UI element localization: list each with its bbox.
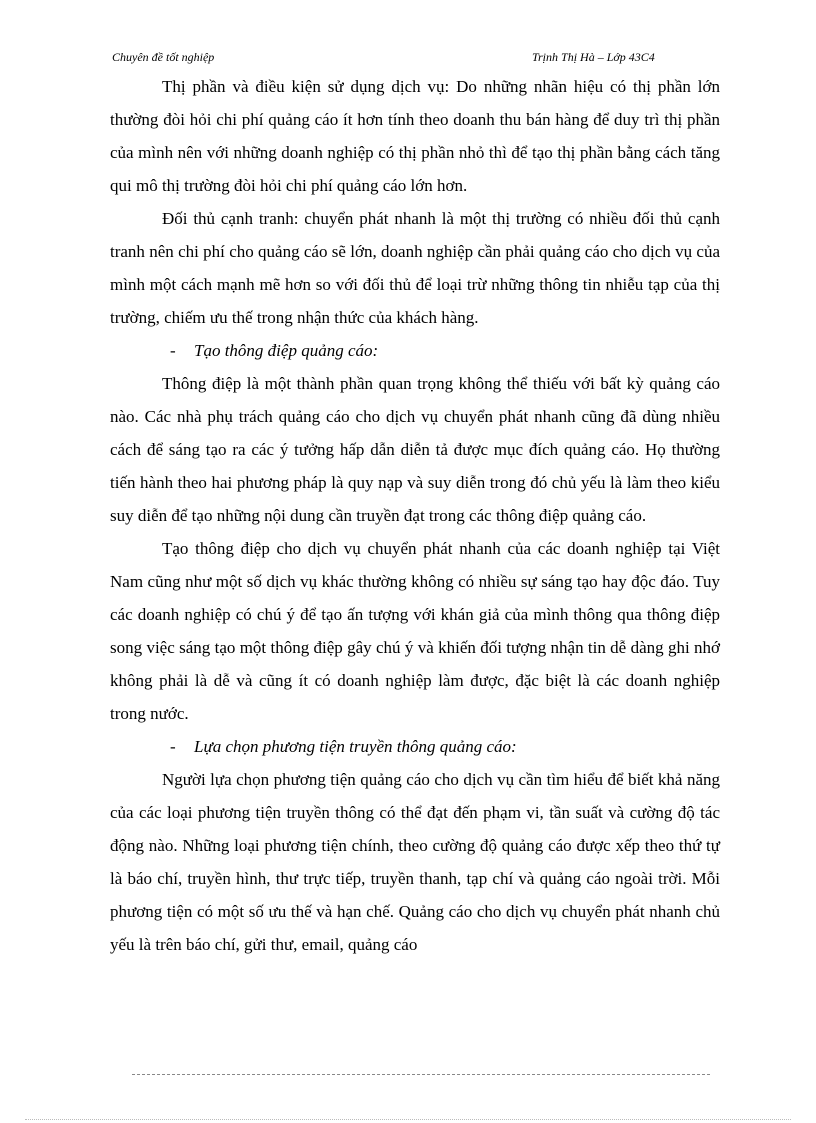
document-body	[110, 70, 720, 961]
paragraph: Thị phần và điều kiện sử dụng dịch vụ: Do những nhãn hiệu có thị phần lớn thường đòi hỏi chi phí quảng cáo ít hơn tính theo doanh thu bán hàng để duy trì thị phần của mình nên với những doanh nghiệp có thị phần nhỏ thì để tạo thị phần bằng cách tăng qui mô thị trường đòi hỏi chi phí quảng cáo lớn hơn.	[110, 77, 720, 195]
bullet-heading-text: Lựa chọn phương tiện truyền thông quảng cáo:	[194, 737, 517, 756]
bullet-heading-text: Tạo thông điệp quảng cáo:	[194, 341, 379, 360]
bullet-heading	[110, 730, 720, 763]
paragraph: Người lựa chọn phương tiện quảng cáo cho dịch vụ cần tìm hiểu để biết khả năng của các loại phương tiện truyền thông có thể đạt đến phạm vi, tần suất và cường độ tác động nào. Những loại phương tiện chính, theo cường độ quảng cáo được xếp theo thứ tự là báo chí, truyền hình, thư trực tiếp, truyền thanh, tạp chí và quảng cáo ngoài trời. Mỗi phương tiện có một số ưu thế và hạn chế. Quảng cáo cho dịch vụ chuyển phát nhanh chủ yếu là trên báo chí, gửi thư, email, quảng cáo	[110, 770, 720, 954]
paragraph: Thông điệp là một thành phần quan trọng không thể thiếu với bất kỳ quảng cáo nào. Các nhà phụ trách quảng cáo cho dịch vụ chuyển phát nhanh cũng đã dùng nhiều cách để sáng tạo ra các ý tưởng hấp dẫn diễn tả được mục đích quảng cáo. Họ thường tiến hành theo hai phương pháp là quy nạp và suy diễn trong đó chủ yếu là làm theo kiểu suy diễn để tạo những nội dung cần truyền đạt trong các thông điệp quảng cáo.	[110, 374, 720, 525]
dash-bullet-icon: -	[170, 737, 176, 756]
header-title: Chuyên đề tốt nghiệp	[112, 50, 215, 64]
dash-bullet-icon: -	[170, 341, 176, 360]
header-author: Trịnh Thị Hà – Lớp 43C4	[532, 50, 655, 64]
footer-divider	[132, 1074, 710, 1075]
bullet-heading	[110, 334, 720, 367]
paragraph: Đối thủ cạnh tranh: chuyển phát nhanh là một thị trường có nhiều đối thủ cạnh tranh nên chi phí cho quảng cáo sẽ lớn, doanh nghiệp cần phải quảng cáo cho dịch vụ của mình một cách mạnh mẽ hơn so với đối thủ để loại trừ những thông tin nhiễu tạp của thị trường, chiếm ưu thế trong nhận thức của khách hàng.	[110, 209, 720, 327]
paragraph: Tạo thông điệp cho dịch vụ chuyển phát nhanh của các doanh nghiệp tại Việt Nam cũng như một số dịch vụ khác thường không có nhiều sự sáng tạo hay độc đáo. Tuy các doanh nghiệp có chú ý để tạo ấn tượng với khán giả của mình thông qua thông điệp song việc sáng tạo một thông điệp gây chú ý và khiến đối tượng nhận tin dễ dàng ghi nhớ không phải là dễ và cũng ít có doanh nghiệp làm được, đặc biệt là các doanh nghiệp trong nước.	[110, 539, 720, 723]
page-edge-divider	[25, 1119, 791, 1120]
